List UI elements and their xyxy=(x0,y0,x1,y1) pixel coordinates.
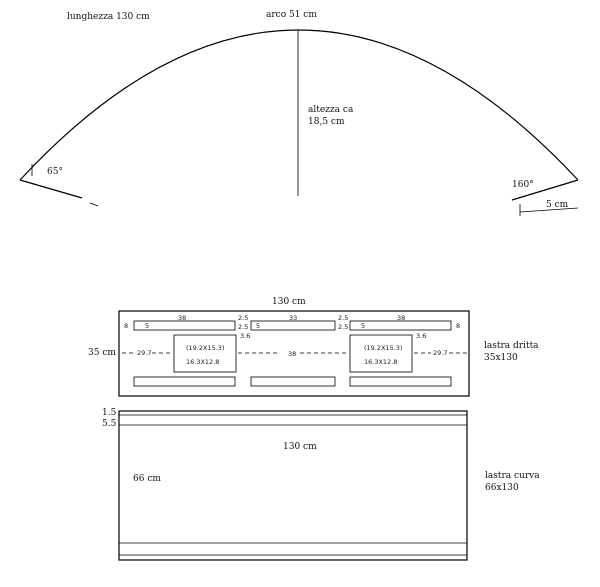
bottom-slot-left xyxy=(134,377,235,386)
left-angle-tick xyxy=(90,203,98,206)
curved-dim-second: 5.5 xyxy=(102,419,117,429)
curved-side-label-2: 66x130 xyxy=(485,483,519,493)
gap-left-top: 2.5 xyxy=(238,314,249,322)
box-left-line2: 16.3X12.8 xyxy=(186,358,220,366)
straight-side-label-1: lastra dritta xyxy=(484,341,539,351)
top-right-length: 38 xyxy=(397,314,406,322)
dist-left-label: 29.7 xyxy=(137,349,152,357)
edge-left-label: 8 xyxy=(124,322,129,330)
dist-right-label: 29.7 xyxy=(433,349,448,357)
box-right xyxy=(350,335,412,372)
edge-right-label: 8 xyxy=(456,322,461,330)
right-angle-label: 160° xyxy=(512,180,534,190)
right-dim-label: 5 cm xyxy=(546,200,569,210)
offset-right: 3.6 xyxy=(416,332,427,340)
slot-right-height: 5 xyxy=(361,322,366,330)
arc-diagram xyxy=(20,10,578,216)
slot-mid-height: 5 xyxy=(256,322,261,330)
curved-height-label: 66 cm xyxy=(133,474,161,484)
bottom-slot-right xyxy=(350,377,451,386)
box-right-line1: (19.2X15.3) xyxy=(364,344,403,352)
straight-height-label: 35 cm xyxy=(88,348,116,358)
gap-right-top: 2.5 xyxy=(338,314,349,322)
arc-curve xyxy=(20,30,578,180)
box-right-line2: 16.3X12.8 xyxy=(364,358,398,366)
top-left-length: 38 xyxy=(178,314,187,322)
top-slot-left xyxy=(134,321,235,330)
left-angle-label: 65° xyxy=(47,167,63,177)
arc-length-label: lunghezza 130 cm xyxy=(67,12,150,22)
top-slot-middle xyxy=(251,321,335,330)
curved-sheet xyxy=(102,408,540,560)
top-slot-right xyxy=(350,321,451,330)
straight-side-label-2: 35x130 xyxy=(484,353,518,363)
dist-mid-label: 38 xyxy=(288,350,297,358)
arc-height-label-2: 18,5 cm xyxy=(308,117,345,127)
gap-right-bottom: 2.5 xyxy=(338,323,349,331)
gap-left-bottom: 2.5 xyxy=(238,323,249,331)
top-middle-length: 33 xyxy=(289,314,298,322)
offset-left: 3.6 xyxy=(240,332,251,340)
slot-left-height: 5 xyxy=(145,322,150,330)
box-left xyxy=(174,335,236,372)
arc-height-label-1: altezza ca xyxy=(308,105,354,115)
curved-sheet-outline xyxy=(119,411,467,560)
straight-sheet xyxy=(88,297,539,396)
arc-top-label: arco 51 cm xyxy=(266,10,317,20)
straight-width-label: 130 cm xyxy=(272,297,306,307)
box-left-line1: (19.2X15.3) xyxy=(186,344,225,352)
curved-side-label-1: lastra curva xyxy=(485,471,540,481)
left-angle-line xyxy=(20,180,82,198)
curved-dim-top: 1.5 xyxy=(102,408,117,418)
curved-width-label: 130 cm xyxy=(283,442,317,452)
bottom-slot-middle xyxy=(251,377,335,386)
